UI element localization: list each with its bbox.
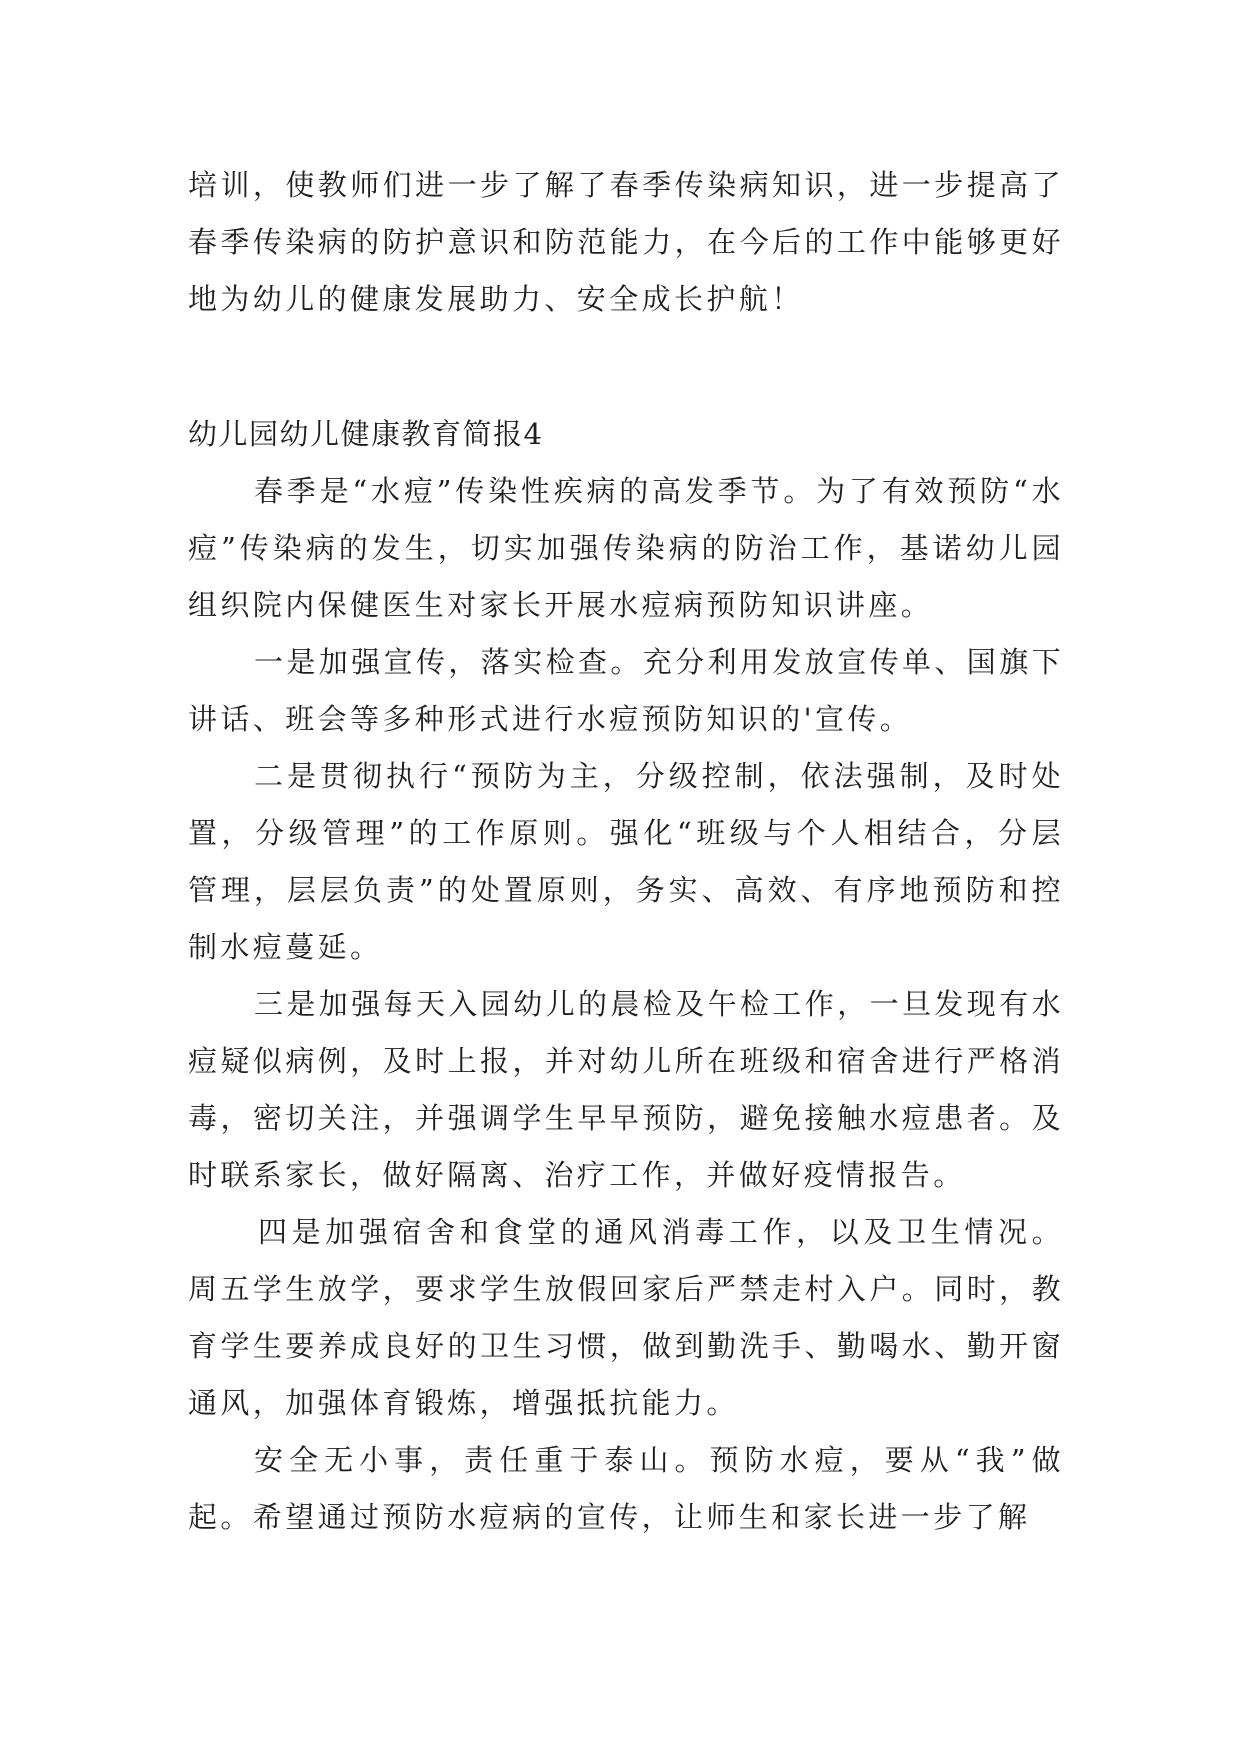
paragraph-6: 安全无小事，责任重于泰山。预防水痘，要从“我”做起。希望通过预防水痘病的宣传，让师生和家长进一步了解 (188, 1443, 1064, 1534)
intro-paragraph: 培训，使教师们进一步了解了春季传染病知识，进一步提高了春季传染病的防护意识和防范能力，在今后的工作中能够更好地为幼儿的健康发展助力、安全成长护航！ (188, 168, 1064, 316)
paragraph-3: 二是贯彻执行“预防为主，分级控制，依法强制，及时处置，分级管理”的工作原则。强化“班级与个人相结合，分层管理，层层负责”的处置原则，务实、高效、有序地预防和控制水痘蔓延。 (188, 759, 1064, 964)
paragraph-5: 四是加强宿舍和食堂的通风消毒工作，以及卫生情况。周五学生放学，要求学生放假回家后严禁走村入户。同时，教育学生要养成良好的卫生习惯，做到勤洗手、勤喝水、勤开窗通风，加强体育锻炼，增强抵抗能力。 (188, 1215, 1064, 1420)
paragraph-1: 春季是“水痘”传染性疾病的高发季节。为了有效预防“水痘”传染病的发生，切实加强传染病的防治工作，基诺幼儿园组织院内保健医生对家长开展水痘病预防知识讲座。 (188, 474, 1064, 622)
section-title: 幼儿园幼儿健康教育简报4 (188, 417, 544, 451)
paragraph-4: 三是加强每天入园幼儿的晨检及午检工作，一旦发现有水痘疑似病例，及时上报，并对幼儿所在班级和宿舍进行严格消毒，密切关注，并强调学生早早预防，避免接触水痘患者。及时联系家长，做好隔离、治疗工作，并做好疫情报告。 (188, 987, 1065, 1192)
paragraph-2: 一是加强宣传，落实检查。充分利用发放宣传单、国旗下讲话、班会等多种形式进行水痘预防知识的'宣传。 (188, 645, 1065, 736)
document-body (188, 157, 1064, 1546)
